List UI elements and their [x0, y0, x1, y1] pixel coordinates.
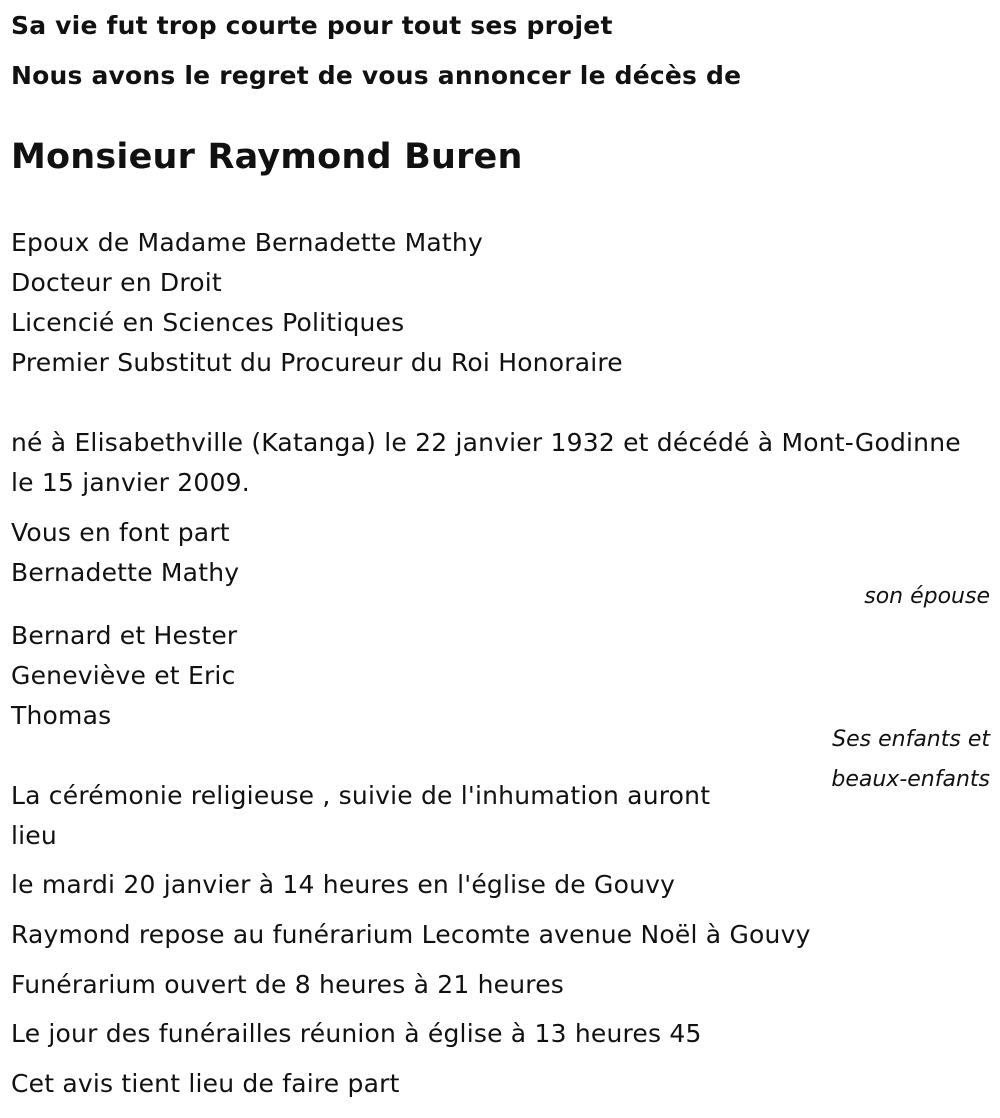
title-line: Docteur en Droit — [11, 268, 222, 297]
ceremony-line: lieu — [11, 821, 57, 850]
title-line: Licencié en Sciences Politiques — [11, 308, 405, 337]
title-line: Epoux de Madame Bernadette Mathy — [11, 228, 483, 257]
title-line: Premier Substitut du Procureur du Roi Honoraire — [11, 348, 623, 377]
ceremony-line: le mardi 20 janvier à 14 heures en l'église de Gouvy — [11, 870, 676, 899]
child-name: Geneviève et Eric — [11, 661, 236, 690]
children-relation-line: Ses enfants et — [832, 727, 990, 752]
ceremony-line: Cet avis tient lieu de faire part — [11, 1069, 400, 1098]
spouse-relation: son épouse — [864, 584, 990, 609]
birth-death-line: né à Elisabethville (Katanga) le 22 janvier 1932 et décédé à Mont-Godinne — [11, 428, 961, 457]
deceased-name: Monsieur Raymond Buren — [11, 137, 523, 177]
child-name: Bernard et Hester — [11, 621, 238, 650]
birth-death-line: le 15 janvier 2009. — [11, 468, 250, 497]
announcement-line: Vous en font part — [11, 518, 230, 547]
spouse-name: Bernadette Mathy — [11, 558, 240, 587]
header-announcement: Nous avons le regret de vous annoncer le décès de — [11, 61, 742, 90]
ceremony-line: Raymond repose au funérarium Lecomte avenue Noël à Gouvy — [11, 920, 811, 949]
children-relation-line: beaux-enfants — [831, 767, 990, 792]
ceremony-line: Funérarium ouvert de 8 heures à 21 heures — [11, 970, 565, 999]
child-name: Thomas — [11, 701, 112, 730]
ceremony-line: Le jour des funérailles réunion à église à 13 heures 45 — [11, 1019, 702, 1048]
ceremony-line: La cérémonie religieuse , suivie de l'inhumation auront — [11, 781, 711, 810]
header-tagline: Sa vie fut trop courte pour tout ses projet — [11, 11, 613, 40]
